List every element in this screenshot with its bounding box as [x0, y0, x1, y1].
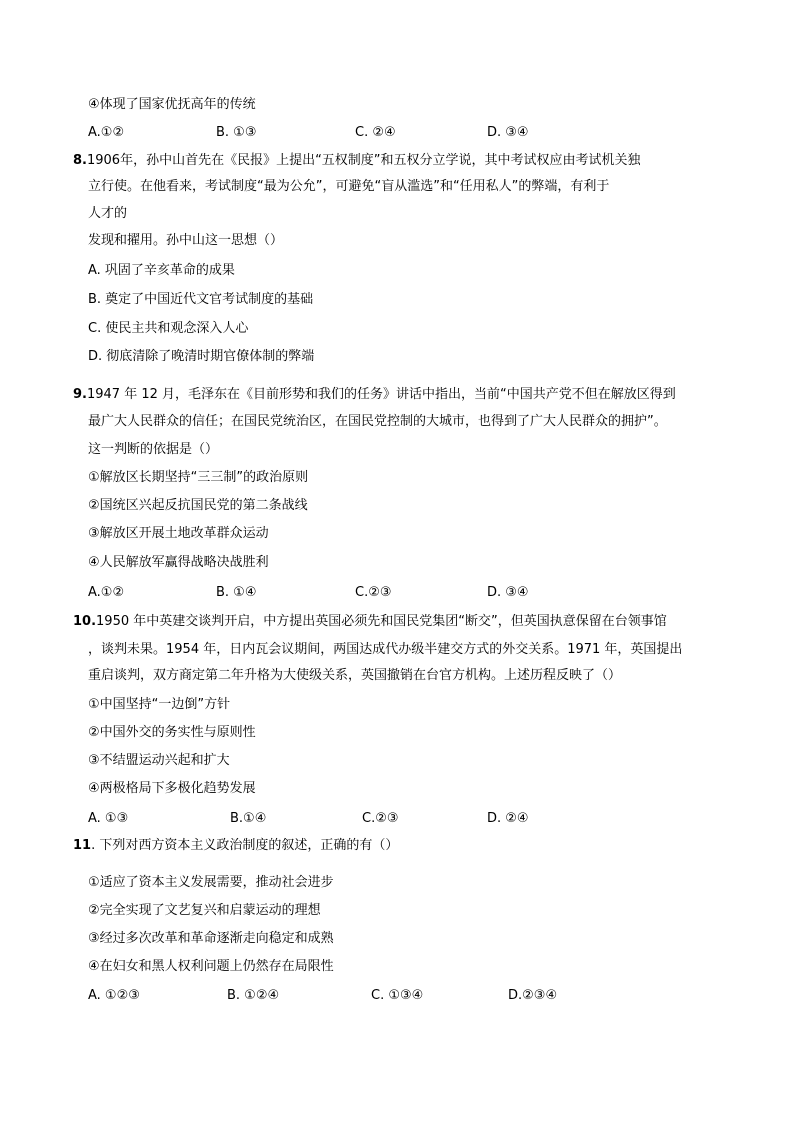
q7-statement-4: ④体现了国家优抚高年的传统 [88, 97, 256, 112]
q9-option-d[interactable]: D. ③④ [487, 585, 529, 600]
q7-option-c[interactable]: C. ②④ [355, 125, 396, 140]
q10-statement-1: ①中国坚持“一边倒”方针 [88, 697, 231, 712]
q11-option-b[interactable]: B. ①②④ [227, 988, 280, 1003]
q9-statement-1: ①解放区长期坚持“三三制”的政治原则 [88, 470, 309, 485]
q9-number: 9. [73, 387, 87, 402]
q10-stem-line-2: ，谈判未果。1954 年，日内瓦会议期间，两国达成代办级半建交方式的外交关系。1971 年，英国提出 [88, 642, 683, 657]
q9-option-a[interactable]: A.①② [88, 585, 125, 600]
q7-option-a[interactable]: A.①② [88, 125, 125, 140]
q10-option-a[interactable]: A. ①③ [88, 811, 129, 826]
q9-statement-3: ③解放区开展土地改革群众运动 [88, 526, 269, 541]
q8-choice-d[interactable]: D. 彻底清除了晚清时期官僚体制的弊端 [88, 349, 315, 364]
q9-statement-2: ②国统区兴起反抗国民党的第二条战线 [88, 498, 308, 513]
q9-option-b[interactable]: B. ①④ [216, 585, 257, 600]
q10-statement-2: ②中国外交的务实性与原则性 [88, 725, 256, 740]
q11-statement-3: ③经过多次改革和革命逐渐走向稳定和成熟 [88, 931, 334, 946]
q9-stem-text-1: 1947 年 12 月，毛泽东在《目前形势和我们的任务》讲话中指出，当前“中国共产党不但在解放区得到 [86, 387, 676, 402]
q10-option-c[interactable]: C.②③ [362, 811, 399, 826]
q8-choice-b[interactable]: B. 奠定了中国近代文官考试制度的基础 [88, 292, 314, 307]
q9-statement-4: ④人民解放军赢得战略决战胜利 [88, 555, 269, 570]
q9-stem-line-3: 这一判断的依据是（） [88, 442, 219, 457]
q10-stem-line-1 [73, 613, 667, 631]
q10-stem-text-1: 1950 年中英建交谈判开启，中方提出英国必须先和国民党集团“断交”，但英国执意保留在台领事馆 [96, 614, 667, 629]
q8-number: 8. [73, 153, 87, 168]
q7-option-d[interactable]: D. ③④ [487, 125, 529, 140]
q11-stem-line-1 [73, 837, 398, 855]
q11-number: 11 [73, 838, 92, 853]
q10-option-b[interactable]: B.①④ [230, 811, 267, 826]
q11-statement-1: ①适应了资本主义发展需要，推动社会进步 [88, 875, 334, 890]
q9-option-c[interactable]: C.②③ [355, 585, 392, 600]
q10-statement-3: ③不结盟运动兴起和扩大 [88, 753, 230, 768]
q8-choice-a[interactable]: A. 巩固了辛亥革命的成果 [88, 263, 235, 278]
q9-stem-line-1 [73, 386, 676, 404]
q11-statement-2: ②完全实现了文艺复兴和启蒙运动的理想 [88, 903, 321, 918]
q8-stem-line-3: 人才的 [88, 206, 128, 221]
q11-statement-4: ④在妇女和黑人权利问题上仍然存在局限性 [88, 959, 334, 974]
q8-stem-text-1: 1906年，孙中山首先在《民报》上提出“五权制度”和五权分立学说，其中考试权应由考试机关独 [86, 153, 641, 168]
q11-stem-text-1: . 下列对西方资本主义政治制度的叙述，正确的有（） [91, 838, 399, 853]
q8-stem-line-2: 立行使。在他看来，考试制度“最为公允”，可避免“盲从滥选”和“任用私人”的弊端，有利于 [88, 179, 610, 194]
q8-stem-line-4: 发现和擢用。孙中山这一思想（） [88, 233, 284, 248]
q10-option-d[interactable]: D. ②④ [487, 811, 529, 826]
q8-choice-c[interactable]: C. 使民主共和观念深入人心 [88, 321, 249, 336]
q11-option-d[interactable]: D.②③④ [508, 988, 558, 1003]
q11-option-a[interactable]: A. ①②③ [88, 988, 140, 1003]
q10-statement-4: ④两极格局下多极化趋势发展 [88, 781, 256, 796]
q8-stem-line-1 [73, 152, 641, 170]
q10-stem-line-3: 重启谈判，双方商定第二年升格为大使级关系，英国撤销在台官方机构。上述历程反映了（） [88, 668, 622, 683]
q9-stem-line-2: 最广大人民群众的信任；在国民党统治区，在国民党控制的大城市，也得到了广大人民群众的拥护”。 [88, 414, 667, 429]
q11-option-c[interactable]: C. ①③④ [371, 988, 424, 1003]
q7-option-b[interactable]: B. ①③ [216, 125, 257, 140]
q10-number: 10. [73, 614, 97, 629]
